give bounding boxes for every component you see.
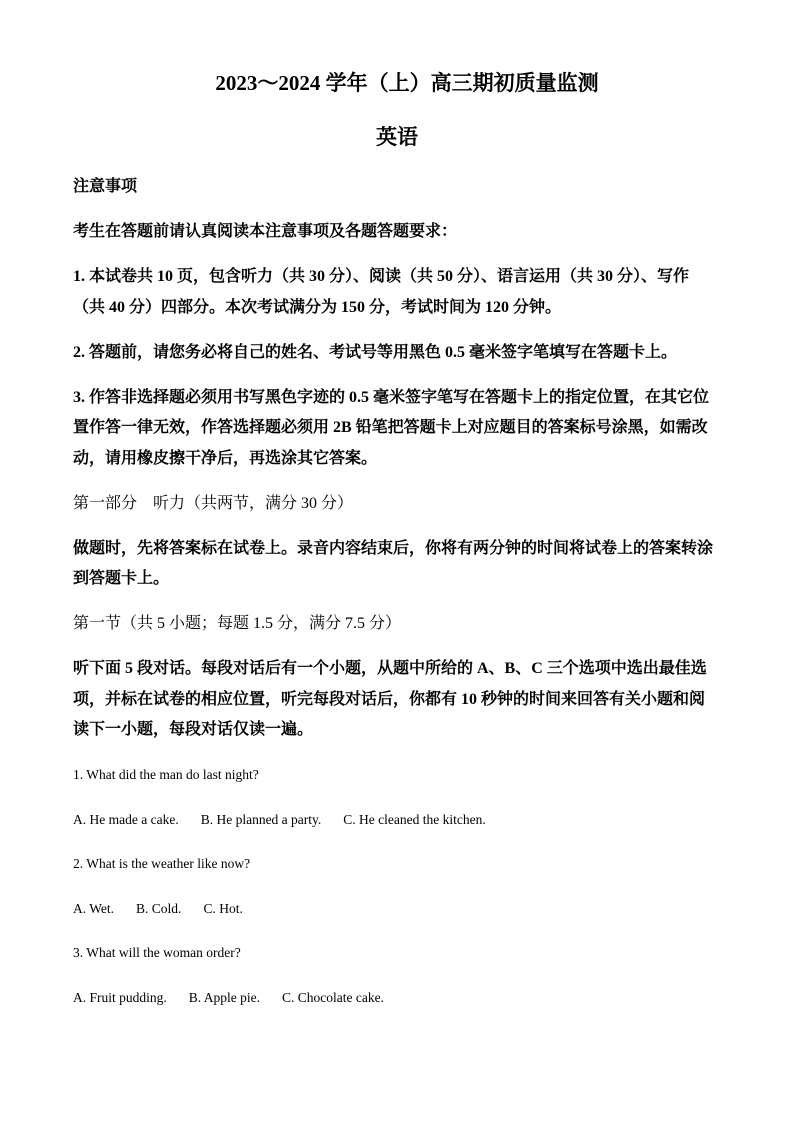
section-instructions-line: 读下一小题，每段对话仅读一遍。 bbox=[73, 721, 314, 738]
subject-title: 英语 bbox=[376, 125, 418, 149]
question-3-options bbox=[73, 983, 753, 1013]
notice-item-2 bbox=[73, 338, 753, 369]
question-2-stem: 2. What is the weather like now? bbox=[73, 856, 251, 871]
option-a: A. Wet. bbox=[73, 900, 115, 916]
question-1-options bbox=[73, 805, 753, 835]
notice-item-line: 2. 答题前，请您务必将自己的姓名、考试号等用黑色 0.5 毫米签字笔填写在答题卡上。 bbox=[73, 343, 678, 361]
part-instructions bbox=[73, 534, 753, 595]
option-a: A. Fruit pudding. bbox=[73, 989, 167, 1005]
notice-item-1 bbox=[73, 262, 753, 323]
section-heading-text: 第一节（共 5 小题；每题 1.5 分，满分 7.5 分） bbox=[73, 615, 402, 632]
notice-item-3 bbox=[73, 383, 753, 475]
option-b: B. Cold. bbox=[136, 900, 182, 916]
part-instructions-line: 做题时，先将答案标在试卷上。录音内容结束后，你将有两分钟的时间将试卷上的答案转涂 bbox=[73, 539, 714, 557]
option-a: A. He made a cake. bbox=[73, 811, 179, 827]
option-c: C. Chocolate cake. bbox=[282, 989, 384, 1005]
option-c: C. He cleaned the kitchen. bbox=[343, 811, 486, 827]
part-heading bbox=[73, 489, 753, 520]
section-instructions-line: 项，并标在试卷的相应位置，听完每段对话后，你都有 10 秒钟的时间来回答有关小题和阅 bbox=[73, 690, 706, 708]
page-title: 2023～2024 学年（上）高三期初质量监测 bbox=[215, 71, 599, 95]
notice-item-line: 3. 作答非选择题必须用书写黑色字迹的 0.5 毫米签字笔写在答题卡上的指定位置，在其它位 bbox=[73, 388, 710, 406]
question-2-options bbox=[73, 894, 753, 924]
notice-heading: 注意事项 bbox=[73, 178, 138, 195]
notice-item-line: 1. 本试卷共 10 页，包含听力（共 30 分）、阅读（共 50 分）、语言运用（共 30 分）、写作 bbox=[73, 268, 690, 285]
question-3-stem: 3. What will the woman order? bbox=[73, 945, 241, 960]
section-instructions-line: 听下面 5 段对话。每段对话后有一个小题，从题中所给的 A、B、C 三个选项中选出最佳选 bbox=[73, 660, 707, 677]
notice-item-line: 置作答一律无效，作答选择题必须用 2B 铅笔把答题卡上对应题目的答案标号涂黑，如需改 bbox=[73, 419, 708, 436]
notice-item-line: 动，请用橡皮擦干净后，再选涂其它答案。 bbox=[73, 449, 378, 467]
section-instructions bbox=[73, 654, 753, 746]
exam-content bbox=[73, 172, 753, 1013]
question-1-stem: 1. What did the man do last night? bbox=[73, 767, 259, 782]
option-b: B. He planned a party. bbox=[200, 811, 322, 827]
part-heading-text: 第一部分 听力（共两节，满分 30 分） bbox=[73, 494, 354, 512]
option-b: B. Apple pie. bbox=[188, 989, 261, 1005]
option-c: C. Hot. bbox=[203, 900, 243, 916]
part-instructions-line: 到答题卡上。 bbox=[73, 570, 170, 587]
section-heading bbox=[73, 609, 753, 640]
notice-item-line: （共 40 分）四部分。本次考试满分为 150 分，考试时间为 120 分钟。 bbox=[73, 298, 562, 316]
notice-intro: 考生在答题前请认真阅读本注意事项及各题答题要求： bbox=[73, 223, 458, 240]
